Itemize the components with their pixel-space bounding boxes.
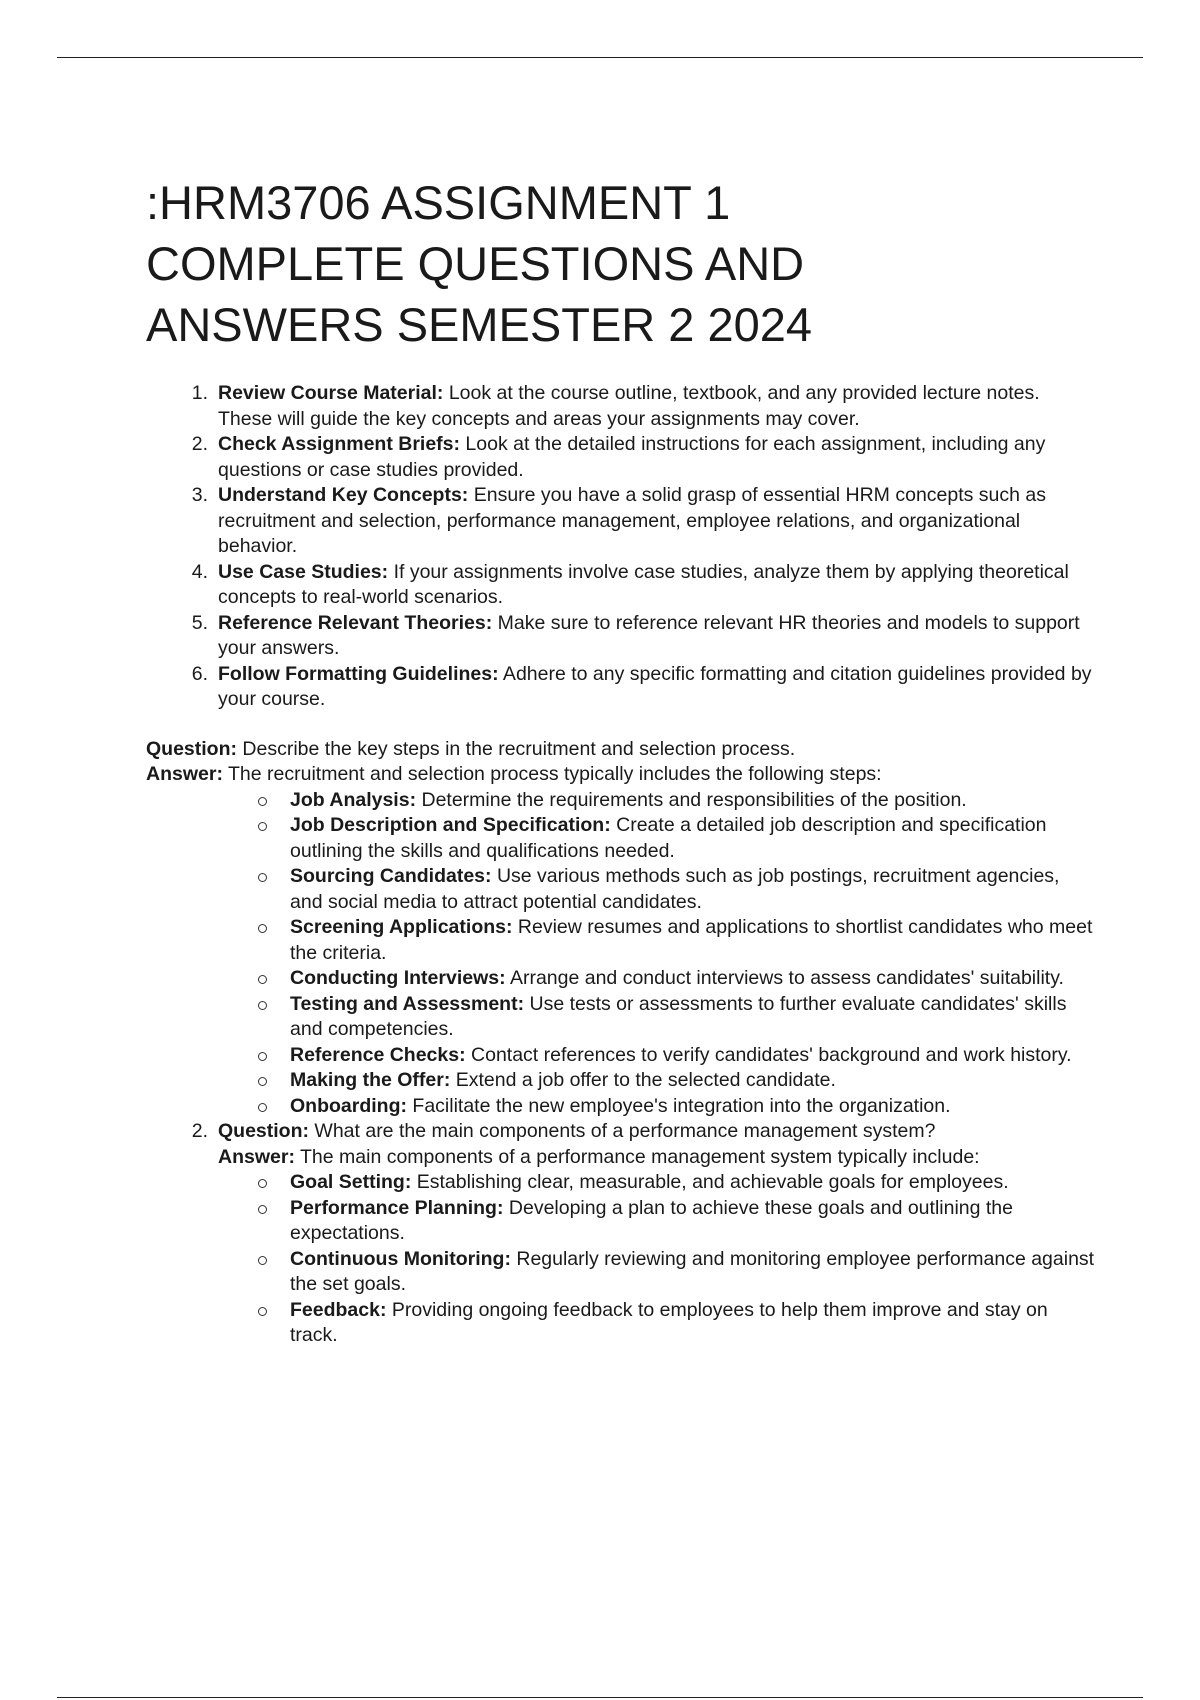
top-rule <box>57 57 1143 58</box>
answer-label: Answer: <box>218 1145 295 1168</box>
item-text: Adhere to any specific formatting and citation guidelines provided by your course. <box>218 662 1092 710</box>
list-item <box>191 662 1096 713</box>
item-text: Create a detailed job description and specification outlining the skills and qualifications needed. <box>290 814 1047 862</box>
item-label: Performance Planning: <box>290 1196 504 1219</box>
hollow-bullet-icon <box>258 1256 267 1265</box>
item-label: Making the Offer: <box>290 1069 451 1091</box>
hollow-bullet-icon <box>258 822 267 831</box>
item-label: Feedback: <box>290 1298 387 1321</box>
item-label: Reference Checks: <box>290 1043 466 1066</box>
question-text: Describe the key steps in the recruitment and selection process. <box>237 737 796 760</box>
list-number: 6. <box>191 662 208 685</box>
performance-components-list <box>218 1170 1096 1349</box>
item-label: Sourcing Candidates: <box>290 865 492 887</box>
item-label: Screening Applications: <box>290 916 513 938</box>
item-label: Job Analysis: <box>290 788 417 811</box>
item-label: Understand Key Concepts: <box>218 484 469 506</box>
title-line: :HRM3706 ASSIGNMENT 1 <box>146 176 731 229</box>
list-number: 3. <box>191 484 208 506</box>
list-item <box>290 1094 1096 1120</box>
list-item <box>290 1043 1096 1069</box>
list-item <box>290 915 1096 966</box>
answer-label: Answer: <box>146 763 223 785</box>
list-item <box>290 1170 1096 1196</box>
answer-1 <box>146 762 1096 788</box>
list-number: 2. <box>191 433 208 455</box>
list-item <box>191 432 1096 483</box>
item-label: Job Description and Specification: <box>290 814 611 836</box>
list-item <box>290 992 1096 1043</box>
hollow-bullet-icon <box>258 1052 267 1061</box>
item-label: Review Course Material: <box>218 382 444 404</box>
item-label: Reference Relevant Theories: <box>218 611 493 634</box>
list-item <box>290 813 1096 864</box>
list-item <box>290 1068 1096 1094</box>
hollow-bullet-icon <box>258 1103 267 1112</box>
hollow-bullet-icon <box>258 1077 267 1086</box>
preparation-steps-list <box>146 381 1096 713</box>
item-text: Use various methods such as job postings, recruitment agencies, and social media to attract potential candidates. <box>290 865 1060 913</box>
document-title <box>146 172 1096 355</box>
list-item <box>191 560 1096 611</box>
hollow-bullet-icon <box>258 924 267 933</box>
item-text: Regularly reviewing and monitoring employee performance against the set goals. <box>290 1247 1095 1295</box>
item-label: Follow Formatting Guidelines: <box>218 662 499 685</box>
hollow-bullet-icon <box>258 1001 267 1010</box>
item-text: Providing ongoing feedback to employees to help them improve and stay on track. <box>290 1298 1048 1346</box>
list-item <box>191 381 1096 432</box>
item-text: Developing a plan to achieve these goals and outlining the expectations. <box>290 1196 1014 1244</box>
list-item <box>191 611 1096 662</box>
list-number: 2. <box>191 1120 208 1142</box>
item-label: Onboarding: <box>290 1094 407 1117</box>
list-item <box>290 1196 1096 1247</box>
title-line: COMPLETE QUESTIONS AND <box>146 237 805 290</box>
hollow-bullet-icon <box>258 1179 267 1188</box>
question-2 <box>218 1119 1096 1145</box>
item-text: Contact references to verify candidates' background and work history. <box>465 1043 1072 1066</box>
answer-text: The recruitment and selection process typically includes the following steps: <box>222 763 882 785</box>
list-item <box>191 483 1096 560</box>
bottom-rule <box>57 1697 1143 1698</box>
list-item <box>290 1298 1096 1349</box>
item-text: Facilitate the new employee's integration into the organization. <box>406 1094 951 1117</box>
item-text: Use tests or assessments to further evaluate candidates' skills and competencies. <box>290 992 1067 1040</box>
item-text: Look at the detailed instructions for each assignment, including any questions or case studies provided. <box>218 433 1046 481</box>
question-label: Question: <box>146 737 237 760</box>
item-text: Review resumes and applications to shortlist candidates who meet the criteria. <box>290 916 1093 964</box>
hollow-bullet-icon <box>258 873 267 882</box>
list-number: 5. <box>191 611 208 634</box>
list-number: 1. <box>191 382 208 404</box>
list-number: 4. <box>191 560 208 583</box>
item-label: Check Assignment Briefs: <box>218 433 461 455</box>
title-line: ANSWERS SEMESTER 2 2024 <box>146 298 813 351</box>
answer-text: The main components of a performance management system typically include: <box>294 1145 980 1168</box>
item-text: Determine the requirements and responsibilities of the position. <box>416 788 967 811</box>
document-page <box>146 172 1096 1349</box>
question-1 <box>146 737 1096 763</box>
item-text: Extend a job offer to the selected candidate. <box>450 1069 836 1091</box>
item-text: Look at the course outline, textbook, and any provided lecture notes. These will guide the key concepts and areas your assignments may cover. <box>218 382 1040 430</box>
hollow-bullet-icon <box>258 797 267 806</box>
list-item <box>290 966 1096 992</box>
hollow-bullet-icon <box>258 1307 267 1316</box>
question-text: What are the main components of a performance management system? <box>309 1120 936 1142</box>
hollow-bullet-icon <box>258 975 267 984</box>
item-label: Continuous Monitoring: <box>290 1247 511 1270</box>
answer-2 <box>218 1145 1096 1171</box>
item-label: Testing and Assessment: <box>290 992 525 1015</box>
list-item <box>290 788 1096 814</box>
item-label: Conducting Interviews: <box>290 967 506 989</box>
list-item <box>290 1247 1096 1298</box>
item-label: Goal Setting: <box>290 1171 412 1193</box>
hollow-bullet-icon <box>258 1205 267 1214</box>
list-item <box>290 864 1096 915</box>
recruitment-steps-list <box>146 788 1096 1120</box>
question-label: Question: <box>218 1120 309 1142</box>
item-text: Make sure to reference relevant HR theories and models to support your answers. <box>218 611 1080 659</box>
item-label: Use Case Studies: <box>218 560 389 583</box>
item-text: If your assignments involve case studies, analyze them by applying theoretical concepts to real-world scenarios. <box>218 560 1069 608</box>
item-text: Arrange and conduct interviews to assess candidates' suitability. <box>505 967 1064 989</box>
question-2-block <box>146 1119 1096 1349</box>
question-1-block <box>146 737 1096 1120</box>
item-text: Ensure you have a solid grasp of essential HRM concepts such as recruitment and selection, performance management, employee relations, and organizational behavior. <box>218 484 1047 557</box>
item-text: Establishing clear, measurable, and achievable goals for employees. <box>411 1171 1009 1193</box>
